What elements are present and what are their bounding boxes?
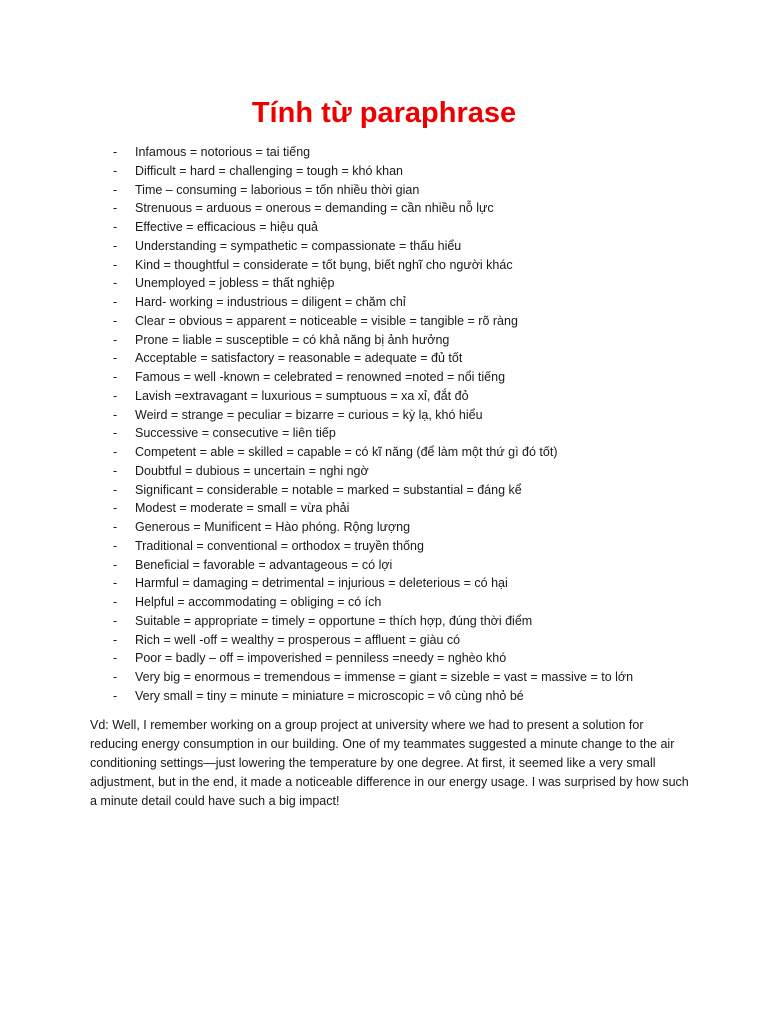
list-item: [0, 556, 768, 575]
list-item-text: Clear = obvious = apparent = noticeable = visible = tangible = rõ ràng: [135, 313, 518, 328]
bullet-dash: -: [113, 276, 118, 291]
list-item: [0, 668, 768, 687]
list-item: [0, 199, 768, 218]
list-item-text: Competent = able = skilled = capable = có kĩ năng (để làm một thứ gì đó tốt): [135, 445, 558, 459]
list-item-text: Weird = strange = peculiar = bizarre = curious = kỳ lạ, khó hiểu: [135, 407, 483, 422]
bullet-dash: -: [113, 163, 118, 178]
list-item-text: Generous = Munificent = Hào phóng. Rộng lượng: [135, 520, 411, 534]
list-item: [0, 593, 768, 612]
bullet-dash: -: [113, 520, 118, 534]
list-item: [0, 687, 768, 706]
list-item: [0, 406, 768, 425]
list-item: [0, 443, 768, 462]
list-item-text: Unemployed = jobless = thất nghiệp: [135, 276, 335, 291]
bullet-dash: -: [113, 295, 118, 309]
list-item-text: Significant = considerable = notable = marked = substantial = đáng kể: [135, 482, 522, 497]
list-item-text: Helpful = accommodating = obliging = có ích: [135, 595, 382, 609]
list-item-text: Modest = moderate = small = vừa phải: [135, 501, 350, 516]
list-item: [0, 631, 768, 650]
list-item: [0, 649, 768, 668]
bullet-dash: -: [113, 538, 118, 553]
list-item: [0, 143, 768, 162]
list-item-text: Strenuous = arduous = onerous = demanding = cần nhiều nỗ lực: [135, 201, 494, 216]
bullet-dash: -: [113, 576, 118, 591]
list-item-text: Successive = consecutive = liên tiếp: [135, 426, 336, 441]
bullet-dash: -: [113, 407, 118, 422]
bullet-dash: -: [113, 651, 118, 666]
bullet-dash: -: [113, 613, 118, 628]
bullet-dash: -: [113, 426, 118, 441]
list-item: [0, 424, 768, 443]
list-item-text: Acceptable = satisfactory = reasonable = adequate = đủ tốt: [135, 351, 463, 366]
bullet-dash: -: [113, 388, 118, 403]
list-item: [0, 312, 768, 331]
list-item-text: Understanding = sympathetic = compassionate = thấu hiểu: [135, 238, 462, 253]
list-item: [0, 574, 768, 593]
list-item: [0, 349, 768, 368]
bullet-dash: -: [113, 557, 118, 572]
list-item: [0, 537, 768, 556]
list-item: [0, 331, 768, 350]
list-item-text: Rich = well -off = wealthy = prosperous = affluent = giàu có: [135, 632, 461, 647]
list-item-text: Prone = liable = susceptible = có khả năng bị ảnh hưởng: [135, 332, 450, 347]
list-item: [0, 218, 768, 237]
list-item: [0, 499, 768, 518]
list-item-text: Poor = badly – off = impoverished = penniless =needy = nghèo khó: [135, 651, 507, 666]
bullet-dash: -: [113, 220, 118, 234]
list-item-text: Famous = well -known = celebrated = renowned =noted = nổi tiếng: [135, 370, 506, 384]
list-item: [0, 387, 768, 406]
list-item-text: Doubtful = dubious = uncertain = nghi ngờ: [135, 463, 369, 478]
list-item: [0, 481, 768, 500]
bullet-dash: -: [113, 201, 118, 216]
list-item: [0, 237, 768, 256]
list-item-text: Hard- working = industrious = diligent = chăm chỉ: [135, 295, 406, 309]
list-item: [0, 162, 768, 181]
bullet-dash: -: [113, 238, 118, 253]
list-item-text: Difficult = hard = challenging = tough = khó khan: [135, 163, 404, 178]
bullet-dash: -: [113, 145, 118, 159]
list-item-text: Very big = enormous = tremendous = immense = giant = sizeble = vast = massive = to lớn: [135, 670, 634, 684]
list-item: [0, 274, 768, 293]
bullet-dash: -: [113, 332, 118, 347]
vocabulary-list: [0, 143, 768, 706]
list-item-text: Beneficial = favorable = advantageous = có lợi: [135, 557, 393, 572]
bullet-dash: -: [113, 670, 118, 684]
list-item: [0, 518, 768, 537]
bullet-dash: -: [113, 370, 118, 384]
bullet-dash: -: [113, 482, 118, 497]
bullet-dash: -: [113, 595, 118, 609]
bullet-dash: -: [113, 445, 118, 459]
list-item-text: Kind = thoughtful = considerate = tốt bụng, biết nghĩ cho người khác: [135, 257, 513, 272]
example-paragraph: Vd: Well, I remember working on a group project at university where we had to present a solution for reducing energy consumption in our building. One of my teammates suggested a minute change to the air conditioning settings—just lowering the temperature by one degree. At first, it seemed like a very small adjustment, but in the end, it made a noticeable difference in our energy usage. I was surprised by how such a minute detail could have such a big impact!: [90, 718, 689, 808]
page-title: Tính từ paraphrase: [251, 97, 517, 129]
list-item: [0, 293, 768, 312]
list-item-text: Effective = efficacious = hiệu quả: [135, 220, 318, 234]
list-item-text: Very small = tiny = minute = miniature = microscopic = vô cùng nhỏ bé: [135, 688, 524, 703]
list-item-text: Lavish =extravagant = luxurious = sumptuous = xa xỉ, đắt đỏ: [135, 388, 469, 403]
bullet-dash: -: [113, 182, 118, 197]
bullet-dash: -: [113, 313, 118, 328]
list-item: [0, 368, 768, 387]
list-item: [0, 181, 768, 200]
bullet-dash: -: [113, 257, 118, 272]
list-item-text: Traditional = conventional = orthodox = truyền thống: [135, 538, 424, 553]
bullet-dash: -: [113, 463, 118, 478]
bullet-dash: -: [113, 351, 118, 366]
list-item-text: Suitable = appropriate = timely = opportune = thích hợp, đúng thời điểm: [135, 613, 533, 628]
bullet-dash: -: [113, 501, 118, 516]
list-item: [0, 256, 768, 275]
bullet-dash: -: [113, 632, 118, 647]
list-item-text: Infamous = notorious = tai tiếng: [135, 145, 311, 159]
list-item: [0, 612, 768, 631]
list-item: [0, 462, 768, 481]
list-item-text: Time – consuming = laborious = tốn nhiều thời gian: [135, 182, 420, 197]
bullet-dash: -: [113, 688, 118, 703]
list-item-text: Harmful = damaging = detrimental = injurious = deleterious = có hại: [135, 576, 508, 591]
